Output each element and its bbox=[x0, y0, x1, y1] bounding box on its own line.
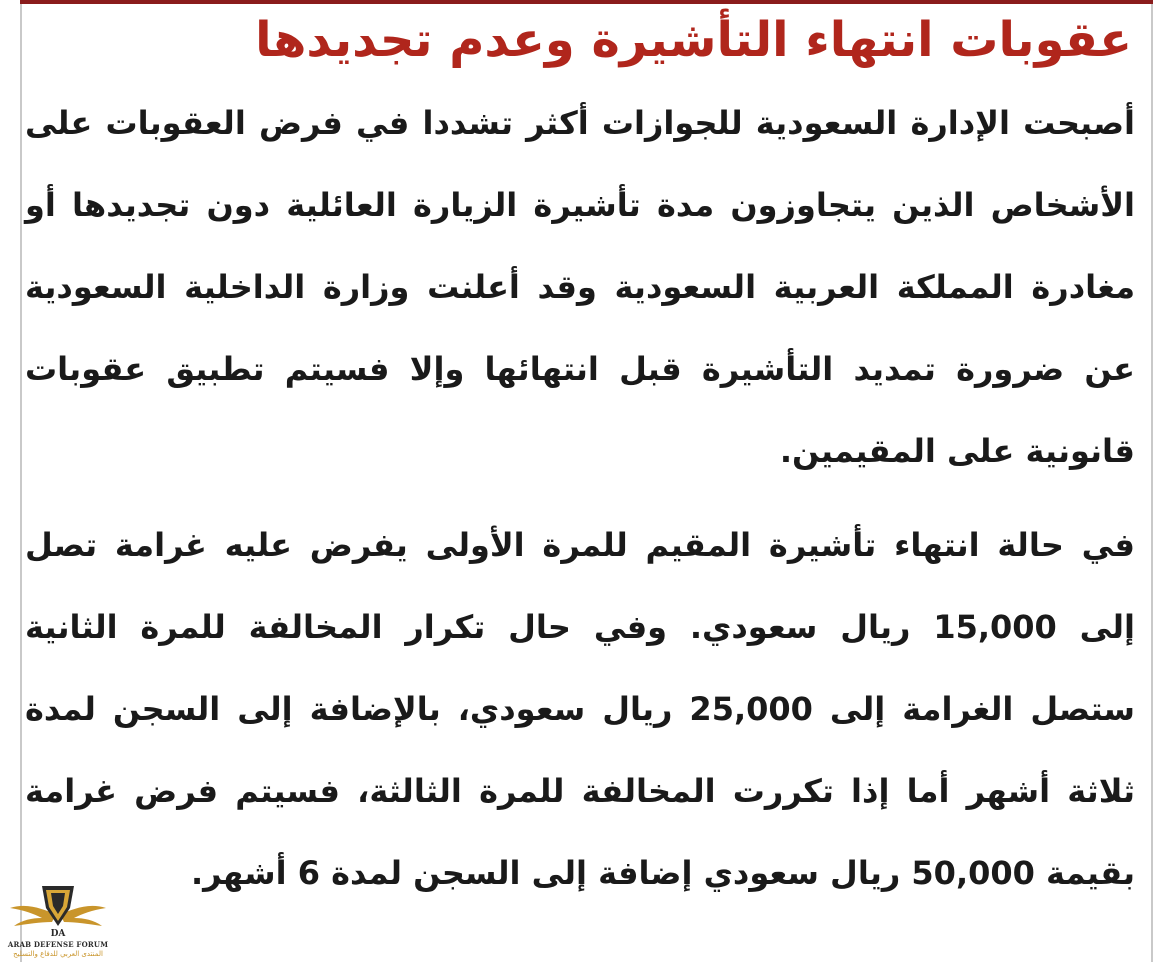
paragraph-penalties: في حالة انتهاء تأشيرة المقيم للمرة الأولى يفرض عليه غرامة تصل إلى 15,000 ريال سعودي. وفي حال تكرار المخالفة للمرة الثانية ستصل الغرامة إلى 25,000 ريال سعودي، بالإضافة إلى السجن لمدة ثلاثة أشهر أما إذا تكررت المخالفة للمرة الثالثة، فسيتم فرض غرامة بقيمة 50,000 ريال سعودي إضافة إلى السجن لمدة 6 أشهر. bbox=[25, 526, 1136, 892]
watermark-logo bbox=[6, 880, 110, 960]
svg-text:DA: DA bbox=[50, 929, 66, 939]
watermark-name-en: ARAB DEFENSE FORUM bbox=[7, 940, 109, 949]
paragraph-intro: أصبحت الإدارة السعودية للجوازات أكثر تشددا في فرض العقوبات على الأشخاص الذين يتجاوزون مدة تأشيرة الزيارة العائلية دون تجديدها أو مغادرة المملكة العربية السعودية وقد أعلنت وزارة الداخلية السعودية عن ضرورة تمديد التأشيرة قبل انتهائها وإلا فسيتم تطبيق عقوبات قانونية على المقيمين. bbox=[25, 104, 1135, 470]
watermark-name-ar: المنتدى العربي للدفاع والتسليح bbox=[13, 950, 103, 958]
document-title: عقوبات انتهاء التأشيرة وعدم تجديدها bbox=[255, 12, 1132, 68]
top-rule bbox=[20, 0, 1153, 4]
arab-defense-forum-emblem-icon bbox=[6, 880, 110, 940]
